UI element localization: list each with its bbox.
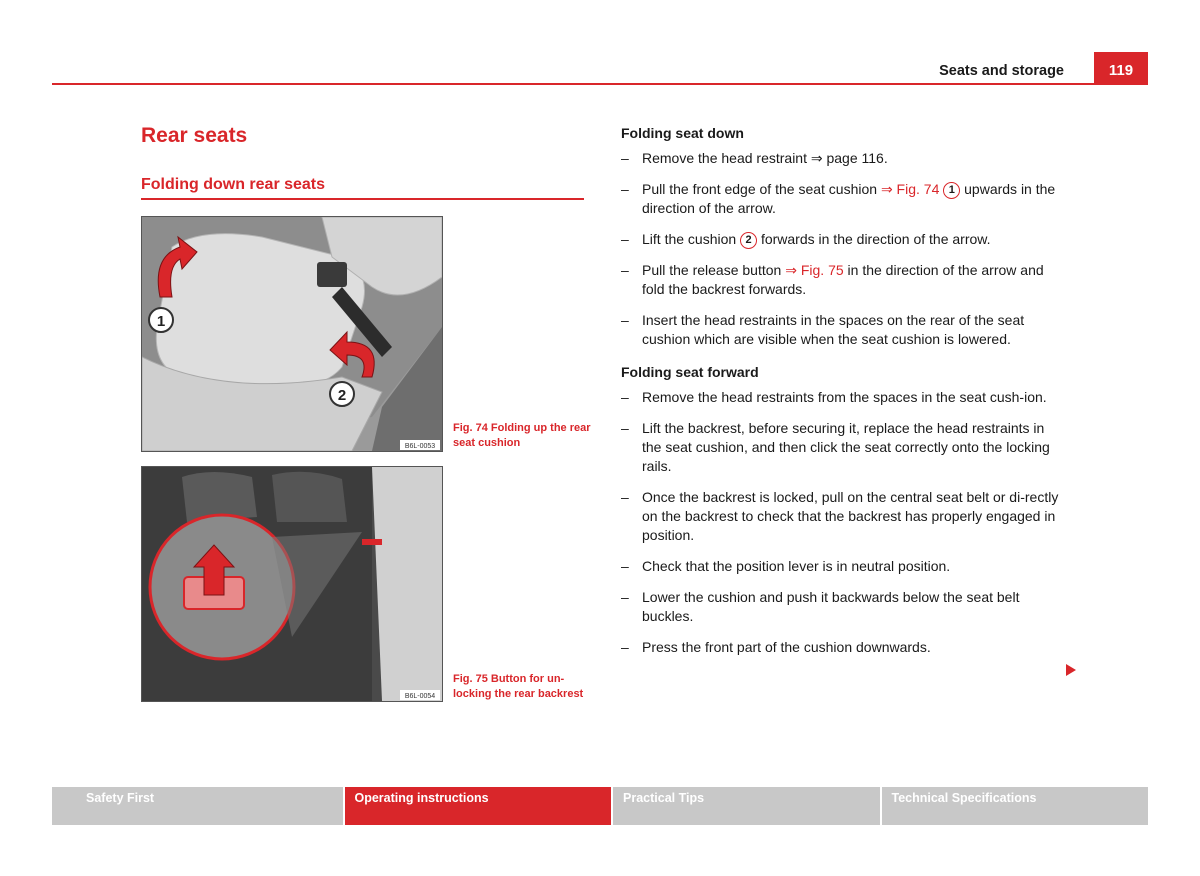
bullet-dash: – bbox=[621, 181, 629, 197]
subtitle-rule bbox=[141, 198, 584, 200]
tab-operating-instructions[interactable]: Operating instructions bbox=[345, 787, 612, 825]
bullet-dash: – bbox=[621, 262, 629, 278]
step-text: in the direction of the arrow and fold the backrest forwards. bbox=[642, 262, 1044, 297]
header-rule bbox=[52, 83, 1148, 85]
marker-1-circle: 1 bbox=[943, 182, 960, 199]
figure-link[interactable]: ⇒ Fig. 75 bbox=[785, 262, 844, 278]
step-text: Lift the backrest, before securing it, replace the head restraints in the seat cushion, and then click the seat correctly onto the locking rails. bbox=[642, 420, 1050, 474]
list-item bbox=[621, 638, 1061, 657]
list-item bbox=[621, 557, 1061, 576]
section-title: Seats and storage bbox=[939, 63, 1064, 79]
chapter-tabs bbox=[52, 787, 1148, 825]
tab-technical-specifications[interactable]: Technical Specifications bbox=[882, 787, 1149, 825]
list-item bbox=[621, 388, 1061, 407]
figure-74-caption: Fig. 74 Folding up the rear seat cushion bbox=[453, 422, 591, 449]
section-subtitle: Folding down rear seats bbox=[141, 176, 326, 193]
figure-code: B6L-0054 bbox=[404, 693, 436, 700]
step-text: Lower the cushion and push it backwards below the seat belt buckles. bbox=[642, 589, 1020, 624]
figure-code: B6L-0053 bbox=[404, 443, 436, 450]
page-number: 119 bbox=[1094, 52, 1148, 85]
tab-practical-tips[interactable]: Practical Tips bbox=[613, 787, 880, 825]
bullet-dash: – bbox=[621, 389, 629, 405]
figure-link[interactable]: ⇒ Fig. 74 bbox=[880, 181, 940, 197]
step-text: Remove the head restraints from the spaces in the seat cush-ion. bbox=[642, 389, 1047, 405]
figure-75-image bbox=[141, 466, 443, 702]
step-text: Insert the head restraints in the spaces on the rear of the seat cushion which are visible when the seat cushion is lowered. bbox=[642, 312, 1025, 347]
step-text: Pull the front edge of the seat cushion bbox=[642, 181, 881, 197]
step-text: Remove the head restraint ⇒ page 116. bbox=[642, 150, 888, 166]
bullet-dash: – bbox=[621, 489, 629, 505]
continue-arrow-icon bbox=[1066, 664, 1076, 676]
list-item bbox=[621, 180, 1061, 218]
section-heading: Folding seat down bbox=[621, 125, 744, 141]
list-item bbox=[621, 261, 1061, 299]
instructions-column bbox=[621, 124, 1061, 669]
list-item bbox=[621, 588, 1061, 626]
step-text: forwards in the direction of the arrow. bbox=[757, 231, 991, 247]
tab-safety-first[interactable]: Safety First bbox=[52, 787, 343, 825]
page-title: Rear seats bbox=[141, 124, 248, 147]
bullet-dash: – bbox=[621, 231, 629, 247]
list-item bbox=[621, 230, 1061, 249]
figure-74-image bbox=[141, 216, 443, 452]
bullet-dash: – bbox=[621, 150, 629, 166]
step-text: Lift the cushion bbox=[642, 231, 741, 247]
bullet-dash: – bbox=[621, 639, 629, 655]
step-text: Once the backrest is locked, pull on the central seat belt or di-rectly on the backrest to check that the backrest has properly engaged in position. bbox=[642, 489, 1059, 543]
bullet-dash: – bbox=[621, 589, 629, 605]
list-item bbox=[621, 488, 1061, 545]
figure-75-caption: Fig. 75 Button for un-locking the rear backrest bbox=[453, 673, 584, 700]
marker-2-circle: 2 bbox=[740, 232, 757, 249]
section-heading: Folding seat forward bbox=[621, 364, 759, 380]
bullet-dash: – bbox=[621, 312, 629, 328]
bullet-dash: – bbox=[621, 558, 629, 574]
step-text: Check that the position lever is in neutral position. bbox=[642, 558, 951, 574]
list-item bbox=[621, 311, 1061, 349]
figure-marker-2: 2 bbox=[337, 387, 347, 404]
step-text: upwards in the direction of the arrow. bbox=[642, 181, 1056, 216]
list-item bbox=[621, 149, 1061, 168]
list-item bbox=[621, 419, 1061, 476]
step-text: Pull the release button bbox=[642, 262, 786, 278]
bullet-dash: – bbox=[621, 420, 629, 436]
step-text: Press the front part of the cushion downwards. bbox=[642, 639, 931, 655]
figure-marker-1: 1 bbox=[156, 313, 166, 330]
